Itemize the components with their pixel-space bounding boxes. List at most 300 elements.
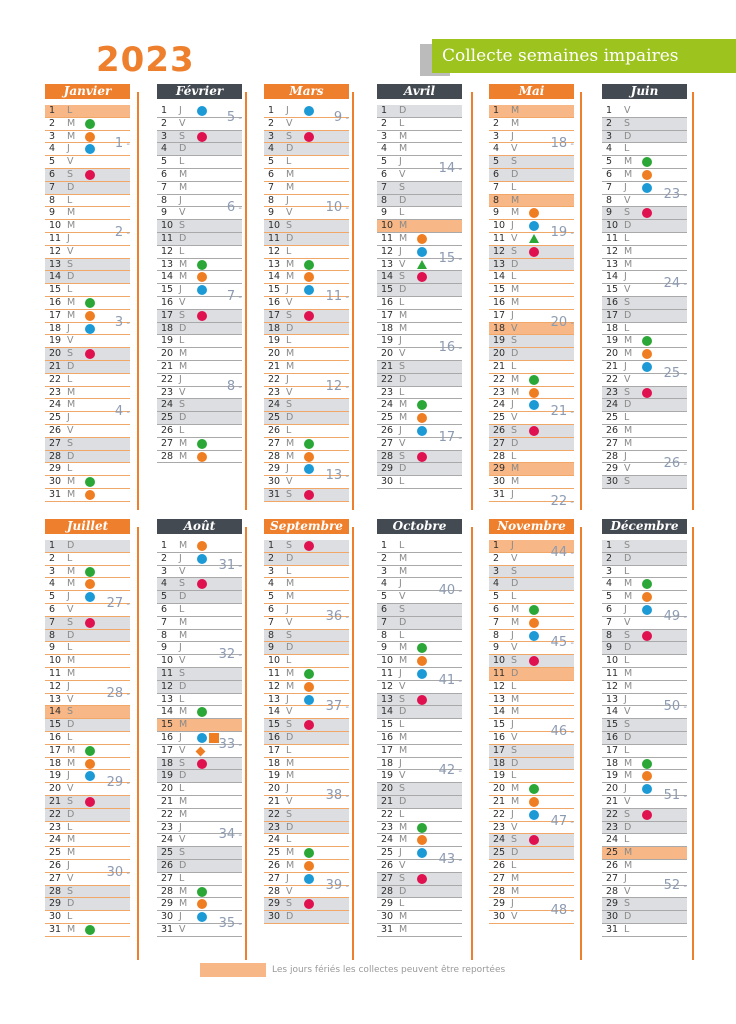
day-row (157, 847, 242, 860)
weekday-letter: M (511, 783, 520, 795)
weekday-letter: M (399, 834, 408, 846)
column-divider (692, 527, 694, 960)
collection-dot-green (85, 746, 95, 756)
day-number: 30 (49, 476, 62, 488)
day-number: 28 (161, 885, 174, 897)
day-row (489, 847, 574, 860)
day-row (377, 540, 462, 553)
weekday-letter: D (179, 859, 187, 871)
day-number: 6 (606, 603, 613, 615)
month-août (157, 519, 242, 937)
day-number: 15 (606, 284, 619, 296)
day-number: 26 (606, 859, 619, 871)
day-number: 26 (268, 859, 281, 871)
weekday-letter: S (67, 616, 74, 628)
day-row (377, 463, 462, 476)
day-number: 14 (381, 706, 394, 718)
day-number: 16 (268, 296, 281, 308)
day-row (377, 105, 462, 118)
day-number: 13 (493, 258, 506, 270)
week-number: 37 - (326, 700, 349, 715)
weekday-letter: V (399, 680, 406, 692)
weekday-letter: M (399, 322, 408, 334)
day-row (264, 182, 349, 195)
weekday-letter: D (624, 309, 632, 321)
day-number: 17 (49, 744, 62, 756)
day-row (264, 681, 349, 694)
weekday-letter: M (67, 923, 76, 935)
collection-dot-orange (304, 272, 314, 282)
day-number: 10 (606, 655, 619, 667)
day-row (264, 911, 349, 924)
day-number: 26 (493, 859, 506, 871)
weekday-letter: V (399, 591, 406, 603)
weekday-letter: M (179, 629, 188, 641)
weekday-letter: V (286, 706, 293, 718)
day-number: 6 (493, 168, 500, 180)
day-row (45, 642, 130, 655)
day-number: 24 (49, 834, 62, 846)
week-number: 25 - (664, 367, 687, 382)
month-novembre (489, 519, 574, 924)
day-number: 17 (381, 744, 394, 756)
day-row (602, 399, 687, 412)
day-row (157, 681, 242, 694)
week-number: 42 - (439, 764, 462, 779)
day-number: 3 (161, 130, 168, 142)
day-number: 18 (606, 322, 619, 334)
weekday-letter: J (286, 105, 289, 116)
weekday-letter: L (179, 693, 185, 705)
week-number: 7 - (227, 290, 242, 305)
day-row (264, 860, 349, 873)
day-number: 22 (161, 373, 174, 385)
week-number: 19 - (551, 226, 574, 241)
day-number: 27 (268, 437, 281, 449)
weekday-letter: J (511, 808, 514, 820)
day-number: 26 (161, 859, 174, 871)
day-row (264, 348, 349, 361)
weekday-letter: S (286, 488, 293, 500)
day-row (45, 719, 130, 732)
weekday-letter: L (286, 424, 292, 436)
weekday-letter: D (511, 757, 519, 769)
week-number: 48 - (551, 904, 574, 919)
weekday-letter: D (399, 373, 407, 385)
weekday-letter: D (67, 808, 75, 820)
weekday-letter: L (511, 680, 517, 692)
weekday-letter: D (511, 348, 519, 360)
weekday-letter: V (286, 207, 293, 219)
day-row (602, 566, 687, 579)
day-number: 16 (606, 296, 619, 308)
day-row (157, 719, 242, 732)
weekday-letter: M (624, 578, 633, 590)
collection-dot-orange (197, 899, 207, 909)
weekday-letter: V (399, 258, 406, 270)
day-row (45, 105, 130, 118)
day-row (157, 438, 242, 451)
day-row (489, 758, 574, 771)
day-number: 13 (268, 258, 281, 270)
weekday-letter: V (179, 834, 186, 846)
day-number: 19 (268, 335, 281, 347)
day-number: 4 (381, 578, 388, 590)
weekday-letter: V (67, 693, 74, 705)
collection-dot-blue (529, 810, 539, 820)
day-number: 18 (161, 757, 174, 769)
day-number: 3 (49, 565, 56, 577)
day-number: 11 (161, 232, 174, 244)
weekday-letter: L (511, 271, 517, 283)
day-number: 3 (606, 565, 613, 577)
weekday-letter: D (624, 399, 632, 411)
day-row (45, 847, 130, 860)
column-divider (245, 92, 247, 510)
day-number: 18 (381, 757, 394, 769)
day-number: 21 (161, 795, 174, 807)
collection-dot-green (417, 823, 427, 833)
day-number: 30 (493, 911, 506, 923)
weekday-letter: M (67, 655, 76, 667)
weekday-letter: J (399, 245, 402, 257)
collection-dot-green (417, 643, 427, 653)
weekday-letter: S (624, 719, 631, 731)
weekday-letter: M (67, 399, 76, 411)
day-number: 25 (161, 847, 174, 859)
day-number: 26 (381, 424, 394, 436)
weekday-letter: M (67, 757, 76, 769)
day-row (602, 323, 687, 336)
week-number: 34 - (219, 828, 242, 843)
day-row (157, 694, 242, 707)
day-row (489, 463, 574, 476)
weekday-letter: L (286, 834, 292, 846)
day-number: 30 (606, 911, 619, 923)
weekday-letter: M (624, 757, 633, 769)
collection-dot-green (304, 669, 314, 679)
week-number: 6 - (227, 201, 242, 216)
day-number: 7 (381, 181, 388, 193)
weekday-letter: M (286, 667, 295, 679)
weekday-letter: V (511, 143, 518, 155)
day-number: 11 (161, 667, 174, 679)
day-row (489, 335, 574, 348)
column-divider (580, 527, 582, 960)
day-row (45, 911, 130, 924)
weekday-letter: S (511, 565, 518, 577)
day-row (489, 617, 574, 630)
day-number: 25 (606, 847, 619, 859)
day-number: 3 (381, 130, 388, 142)
collection-dot-red (417, 272, 427, 282)
day-number: 12 (381, 245, 394, 257)
collection-dot-blue (85, 771, 95, 781)
day-row (602, 387, 687, 400)
day-number: 2 (606, 552, 613, 564)
collection-dot-blue (304, 106, 314, 116)
day-number: 7 (161, 616, 168, 628)
day-number: 12 (606, 680, 619, 692)
day-row (602, 719, 687, 732)
weekday-letter: M (286, 578, 295, 590)
weekday-letter: M (179, 271, 188, 283)
day-row (157, 591, 242, 604)
weekday-letter: V (179, 386, 186, 398)
day-row (264, 143, 349, 156)
day-number: 5 (381, 591, 388, 603)
weekday-letter: J (624, 872, 627, 884)
collection-dot-orange (529, 618, 539, 628)
month-juillet (45, 519, 130, 937)
weekday-letter: M (286, 680, 295, 692)
day-number: 9 (606, 207, 613, 219)
day-number: 10 (49, 220, 62, 232)
day-row (377, 617, 462, 630)
weekday-letter: L (624, 412, 630, 424)
day-row (45, 195, 130, 208)
weekday-letter: V (286, 117, 293, 129)
weekday-letter: J (399, 156, 402, 168)
day-number: 20 (606, 348, 619, 360)
weekday-letter: M (511, 296, 520, 308)
collection-dot-blue (304, 874, 314, 884)
weekday-letter: J (67, 412, 70, 424)
triangle-icon (529, 234, 539, 243)
day-number: 7 (493, 616, 500, 628)
week-number: 43 - (439, 853, 462, 868)
day-row (489, 246, 574, 259)
day-number: 13 (49, 693, 62, 705)
day-number: 23 (493, 821, 506, 833)
weekday-letter: L (179, 156, 185, 168)
weekday-letter: M (511, 117, 520, 129)
weekday-letter: L (624, 565, 630, 577)
day-number: 12 (268, 245, 281, 257)
weekday-letter: V (511, 232, 518, 244)
month-header: Janvier (45, 84, 130, 99)
day-number: 26 (606, 424, 619, 436)
day-number: 13 (268, 693, 281, 705)
weekday-letter: J (624, 181, 627, 193)
day-row (377, 399, 462, 412)
day-number: 16 (161, 731, 174, 743)
day-row (45, 169, 130, 182)
weekday-letter: M (511, 616, 520, 628)
day-number: 25 (493, 847, 506, 859)
day-number: 4 (268, 578, 275, 590)
weekday-letter: J (286, 373, 289, 385)
collection-dot-green (417, 400, 427, 410)
month-header: Mars (264, 84, 349, 99)
weekday-letter: S (286, 898, 293, 910)
day-number: 27 (381, 872, 394, 884)
weekday-letter: S (286, 399, 293, 411)
day-row (157, 873, 242, 886)
weekday-letter: J (511, 898, 514, 910)
day-row (157, 310, 242, 323)
day-number: 24 (161, 834, 174, 846)
weekday-letter: S (511, 245, 518, 257)
day-number: 23 (493, 386, 506, 398)
column-divider (137, 92, 139, 510)
weekday-letter: M (67, 488, 76, 500)
collection-dot-blue (417, 848, 427, 858)
day-row (264, 770, 349, 783)
day-number: 22 (268, 808, 281, 820)
weekday-letter: M (179, 181, 188, 193)
collection-dot-green (197, 260, 207, 270)
day-row (489, 745, 574, 758)
day-row (157, 451, 242, 464)
day-number: 13 (381, 693, 394, 705)
day-row (45, 566, 130, 579)
day-number: 17 (606, 744, 619, 756)
weekday-letter: M (67, 309, 76, 321)
day-number: 15 (381, 284, 394, 296)
day-number: 13 (606, 258, 619, 270)
weekday-letter: M (399, 911, 408, 923)
day-row (602, 860, 687, 873)
day-number: 1 (493, 540, 500, 551)
weekday-letter: M (399, 821, 408, 833)
weekday-letter: L (67, 911, 73, 923)
day-row (489, 374, 574, 387)
weekday-letter: M (624, 437, 633, 449)
day-number: 30 (381, 911, 394, 923)
week-number: 4 - (115, 405, 130, 420)
day-number: 16 (493, 296, 506, 308)
day-number: 24 (49, 399, 62, 411)
day-number: 7 (49, 616, 56, 628)
day-number: 25 (381, 847, 394, 859)
day-number: 1 (161, 540, 168, 551)
day-row (264, 578, 349, 591)
weekday-letter: D (399, 194, 407, 206)
day-row (157, 886, 242, 899)
week-number: 28 - (107, 687, 130, 702)
weekday-letter: J (67, 143, 70, 155)
day-number: 5 (381, 156, 388, 168)
day-number: 18 (493, 757, 506, 769)
day-row (602, 655, 687, 668)
day-number: 22 (49, 808, 62, 820)
day-number: 8 (606, 194, 613, 206)
day-number: 19 (268, 770, 281, 782)
day-number: 4 (268, 143, 275, 155)
weekday-letter: V (399, 770, 406, 782)
day-number: 30 (493, 476, 506, 488)
day-number: 28 (493, 450, 506, 462)
weekday-letter: L (399, 629, 405, 641)
collection-dot-red (85, 170, 95, 180)
day-number: 20 (161, 783, 174, 795)
day-number: 7 (606, 181, 613, 193)
day-number: 4 (49, 143, 56, 155)
day-row (489, 348, 574, 361)
weekday-letter: M (511, 373, 520, 385)
weekday-letter: M (624, 667, 633, 679)
day-row (45, 796, 130, 809)
weekday-letter: M (179, 719, 188, 731)
collection-dot-red (304, 541, 314, 551)
day-row (264, 220, 349, 233)
weekday-letter: M (179, 885, 188, 897)
weekday-letter: D (624, 911, 632, 923)
weekday-letter: M (286, 258, 295, 270)
week-number: 40 - (439, 584, 462, 599)
day-number: 14 (161, 271, 174, 283)
day-number: 9 (49, 642, 56, 654)
day-row (489, 105, 574, 118)
day-row (602, 924, 687, 937)
day-number: 15 (161, 719, 174, 731)
collection-dot-red (642, 810, 652, 820)
weekday-letter: L (179, 783, 185, 795)
day-row (45, 924, 130, 937)
weekday-letter: J (67, 680, 70, 692)
weekday-letter: D (399, 616, 407, 628)
year-title: 2023 (96, 40, 195, 80)
day-number: 10 (49, 655, 62, 667)
weekday-letter: M (624, 680, 633, 692)
collection-dot-blue (304, 464, 314, 474)
collection-dot-blue (642, 784, 652, 794)
collection-dot-green (529, 605, 539, 615)
day-row (264, 630, 349, 643)
weekday-letter: D (399, 105, 407, 116)
day-number: 6 (49, 168, 56, 180)
day-number: 29 (268, 463, 281, 475)
day-number: 26 (49, 424, 62, 436)
weekday-letter: M (67, 296, 76, 308)
day-row (45, 284, 130, 297)
day-number: 4 (381, 143, 388, 155)
weekday-letter: L (286, 156, 292, 168)
day-number: 23 (606, 821, 619, 833)
weekday-letter: M (179, 898, 188, 910)
triangle-icon (417, 260, 427, 269)
weekday-letter: D (67, 629, 75, 641)
day-number: 20 (606, 783, 619, 795)
day-row (377, 220, 462, 233)
day-row (45, 745, 130, 758)
day-number: 13 (49, 258, 62, 270)
weekday-letter: L (624, 834, 630, 846)
day-number: 2 (161, 117, 168, 129)
day-number: 30 (161, 911, 174, 923)
day-number: 22 (606, 373, 619, 385)
week-number: 22 - (551, 495, 574, 510)
weekday-letter: S (286, 540, 293, 551)
day-row (45, 271, 130, 284)
weekday-letter: S (399, 603, 406, 615)
day-number: 4 (161, 578, 168, 590)
day-number: 15 (606, 719, 619, 731)
collection-dot-green (529, 375, 539, 385)
day-number: 10 (381, 655, 394, 667)
day-row (157, 399, 242, 412)
day-number: 9 (49, 207, 56, 219)
day-row (264, 131, 349, 144)
collection-dot-green (85, 477, 95, 487)
weekday-letter: S (511, 655, 518, 667)
day-row (45, 387, 130, 400)
weekday-letter: D (67, 898, 75, 910)
day-row (602, 220, 687, 233)
day-number: 1 (606, 105, 613, 116)
day-number: 7 (381, 616, 388, 628)
